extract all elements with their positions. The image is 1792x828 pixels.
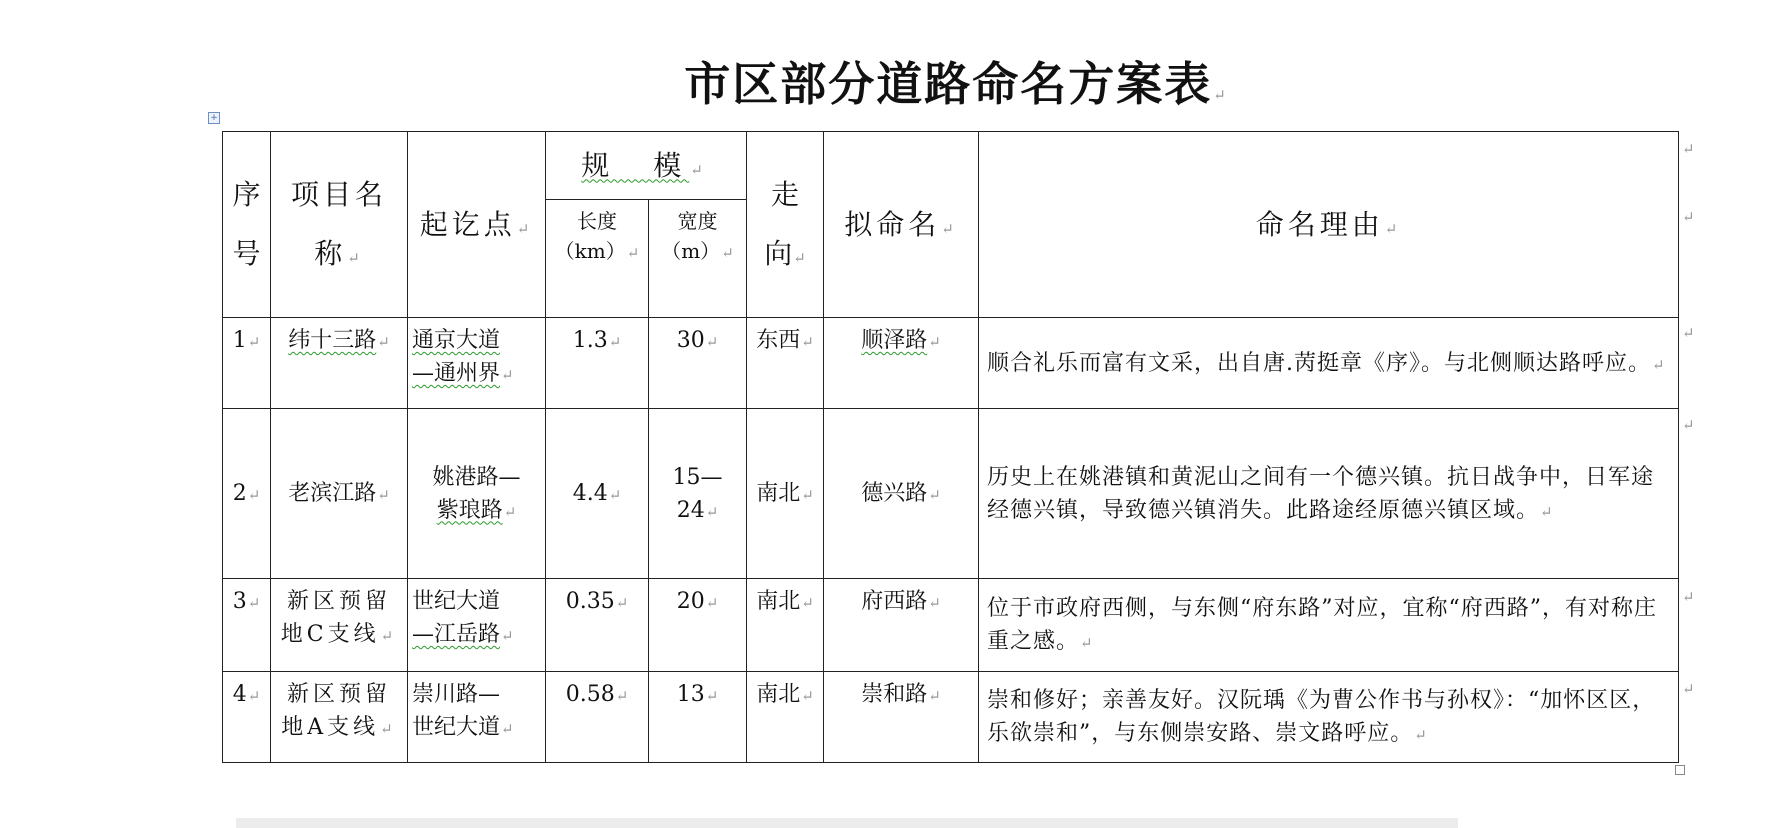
header-width — [649, 200, 747, 318]
header-start-end-text: 起讫点 — [419, 207, 516, 241]
row-length — [546, 579, 649, 672]
paragraph-mark-icon: ↵ — [380, 627, 398, 645]
paragraph-mark-icon: ↵ — [501, 627, 514, 645]
header-proposed-text: 拟命名 — [844, 207, 941, 241]
paragraph-mark-icon: ↵ — [377, 486, 390, 504]
row-proposed — [824, 672, 979, 763]
paragraph-mark-icon: ↵ — [615, 687, 629, 705]
document-title — [0, 48, 1792, 114]
row-seq-text: 1 — [232, 328, 247, 353]
row-proposed-text: 德兴路 — [861, 481, 928, 506]
row-seq — [223, 672, 271, 763]
row-end-mark-icon: ↵ — [1682, 588, 1695, 606]
header-scale — [546, 132, 747, 200]
row-width-text: 15—24 — [672, 464, 723, 523]
paragraph-mark-icon: ↵ — [1540, 502, 1554, 521]
row-reason-text: 崇和修好；亲善友好。汉阮瑀《为曹公作书与孙权》：“加怀区区，乐欲崇和”，与东侧崇安路、崇文路呼应。 — [987, 688, 1656, 746]
paragraph-mark-icon: ↵ — [928, 594, 941, 612]
row-start-end-line2: 世纪大道 — [412, 715, 501, 740]
row-width-text: 13 — [676, 682, 705, 707]
row-proposed-text: 崇和路 — [861, 682, 928, 707]
row-reason-text: 顺合礼乐而富有文采，出自唐.苪挺章《序》。与北侧顺达路呼应。 — [987, 350, 1651, 376]
row-seq — [223, 409, 271, 579]
paragraph-mark-icon: ↵ — [1414, 726, 1428, 744]
header-length — [546, 200, 649, 318]
row-project-line1: 新区预留 — [286, 682, 391, 707]
paragraph-mark-icon: ↵ — [347, 248, 364, 267]
row-project-line2: 地C支线 — [280, 622, 380, 647]
header-project-b: 称 — [314, 236, 347, 270]
table-resize-handle-icon[interactable] — [1675, 765, 1685, 775]
row-start-end — [408, 318, 546, 409]
row-end-mark-icon: ↵ — [1682, 416, 1695, 434]
row-length — [546, 409, 649, 579]
paragraph-mark-icon: ↵ — [1213, 86, 1228, 104]
paragraph-mark-icon: ↵ — [941, 219, 958, 238]
row-project — [271, 318, 408, 409]
paragraph-mark-icon: ↵ — [793, 248, 806, 267]
paragraph-mark-icon: ↵ — [801, 594, 814, 612]
paragraph-mark-icon: ↵ — [516, 219, 534, 238]
row-proposed — [824, 579, 979, 672]
header-start-end — [408, 132, 546, 318]
row-seq — [223, 579, 271, 672]
header-project — [271, 132, 408, 318]
row-start-end-line2: 紫琅路 — [436, 497, 503, 523]
row-width — [649, 672, 747, 763]
paragraph-mark-icon: ↵ — [380, 720, 397, 738]
header-reason — [979, 132, 1679, 318]
row-proposed — [824, 409, 979, 579]
paragraph-mark-icon: ↵ — [721, 244, 734, 262]
row-direction-text: 南北 — [756, 481, 801, 506]
row-project-line1: 纬十三路 — [288, 328, 377, 353]
header-scale-text: 规 模 — [581, 148, 690, 182]
paragraph-mark-icon: ↵ — [705, 502, 719, 521]
header-length-a: 长度 — [577, 209, 617, 233]
paragraph-mark-icon: ↵ — [247, 687, 261, 705]
paragraph-mark-icon: ↵ — [801, 687, 814, 705]
header-width-a: 宽度 — [677, 209, 718, 233]
row-direction-text: 东西 — [756, 328, 801, 353]
title-text: 市区部分道路命名方案表 — [684, 57, 1213, 111]
row-start-end — [408, 672, 546, 763]
row-length-text: 0.58 — [565, 682, 615, 707]
header-reason-text: 命名理由 — [1255, 207, 1384, 241]
row-project — [271, 672, 408, 763]
header-length-b: （km） — [554, 239, 626, 263]
paragraph-mark-icon: ↵ — [608, 333, 622, 351]
row-reason — [979, 409, 1679, 579]
row-start-end-line1: 姚港路— — [432, 464, 521, 490]
row-start-end-line2: —通州界 — [412, 361, 501, 386]
row-seq-text: 4 — [232, 682, 247, 707]
header-seq — [223, 132, 271, 318]
paragraph-mark-icon: ↵ — [608, 486, 622, 504]
row-proposed — [824, 318, 979, 409]
table-row — [223, 579, 1679, 672]
row-width — [649, 579, 747, 672]
horizontal-scrollbar[interactable] — [236, 818, 1458, 828]
paragraph-mark-icon: ↵ — [247, 486, 261, 504]
row-width-text: 30 — [676, 328, 705, 353]
header-direction — [747, 132, 824, 318]
row-start-end — [408, 579, 546, 672]
paragraph-mark-icon: ↵ — [928, 333, 941, 351]
table-row — [223, 318, 1679, 409]
row-length — [546, 672, 649, 763]
row-reason-text: 位于市政府西侧，与东侧“府东路”对应，宜称“府西路”，有对称庄重之感。 — [987, 596, 1657, 654]
row-reason — [979, 579, 1679, 672]
header-proposed — [824, 132, 979, 318]
row-length — [546, 318, 649, 409]
row-direction — [747, 672, 824, 763]
paragraph-mark-icon: ↵ — [1080, 634, 1094, 652]
row-seq-text: 3 — [232, 589, 247, 614]
header-width-b: （m） — [661, 239, 721, 263]
row-length-text: 1.3 — [572, 328, 608, 353]
row-seq-text: 2 — [232, 481, 247, 506]
paragraph-mark-icon: ↵ — [690, 160, 711, 179]
paragraph-mark-icon: ↵ — [705, 687, 719, 705]
header-direction-b: 向 — [764, 236, 793, 270]
paragraph-mark-icon: ↵ — [247, 594, 261, 612]
header-direction-a: 走 — [770, 177, 799, 211]
row-reason-text: 历史上在姚港镇和黄泥山之间有一个德兴镇。抗日战争中，日军途经德兴镇，导致德兴镇消失。此路途经原德兴镇区域。 — [987, 464, 1655, 523]
row-end-mark-icon: ↵ — [1682, 208, 1695, 226]
paragraph-mark-icon: ↵ — [928, 486, 941, 504]
row-direction — [747, 579, 824, 672]
row-reason — [979, 318, 1679, 409]
header-seq-a: 序 — [232, 177, 261, 211]
paragraph-mark-icon: ↵ — [501, 720, 514, 738]
header-seq-b: 号 — [232, 236, 261, 270]
row-width-text: 20 — [676, 589, 705, 614]
row-end-mark-icon: ↵ — [1682, 680, 1695, 698]
row-project-line1: 新区预留 — [286, 589, 391, 614]
row-direction-text: 南北 — [756, 682, 801, 707]
row-start-end-line2: —江岳路 — [412, 622, 501, 647]
paragraph-mark-icon: ↵ — [377, 333, 390, 351]
row-proposed-text: 府西路 — [861, 589, 928, 614]
move-handle-icon[interactable]: + — [208, 112, 220, 124]
paragraph-mark-icon: ↵ — [801, 333, 814, 351]
paragraph-mark-icon: ↵ — [928, 687, 941, 705]
row-width — [649, 318, 747, 409]
row-seq — [223, 318, 271, 409]
row-start-end-line1: 崇川路— — [412, 682, 501, 707]
row-start-end — [408, 409, 546, 579]
row-proposed-text: 顺泽路 — [861, 328, 928, 353]
row-project-line2: 地A支线 — [281, 715, 380, 740]
row-end-mark-icon: ↵ — [1682, 140, 1695, 158]
row-start-end-line1: 世纪大道 — [412, 589, 501, 614]
row-start-end-line1: 通京大道 — [412, 328, 501, 353]
row-reason — [979, 672, 1679, 763]
paragraph-mark-icon: ↵ — [801, 486, 814, 504]
row-project-line1: 老滨江路 — [288, 481, 377, 506]
table-row — [223, 672, 1679, 763]
row-length-text: 4.4 — [572, 481, 608, 506]
paragraph-mark-icon: ↵ — [501, 366, 514, 384]
paragraph-mark-icon: ↵ — [1652, 355, 1666, 374]
paragraph-mark-icon: ↵ — [247, 333, 261, 351]
paragraph-mark-icon: ↵ — [503, 502, 517, 521]
paragraph-mark-icon: ↵ — [705, 594, 719, 612]
table-row — [223, 409, 1679, 579]
road-naming-table — [222, 131, 1679, 763]
paragraph-mark-icon: ↵ — [626, 244, 640, 262]
header-project-a: 项目名 — [290, 177, 387, 211]
row-project — [271, 579, 408, 672]
paragraph-mark-icon: ↵ — [1384, 219, 1402, 238]
paragraph-mark-icon: ↵ — [615, 594, 629, 612]
row-project — [271, 409, 408, 579]
row-direction — [747, 318, 824, 409]
row-direction — [747, 409, 824, 579]
row-width — [649, 409, 747, 579]
row-direction-text: 南北 — [756, 589, 801, 614]
row-end-mark-icon: ↵ — [1682, 324, 1695, 342]
paragraph-mark-icon: ↵ — [705, 333, 719, 351]
row-length-text: 0.35 — [565, 589, 615, 614]
